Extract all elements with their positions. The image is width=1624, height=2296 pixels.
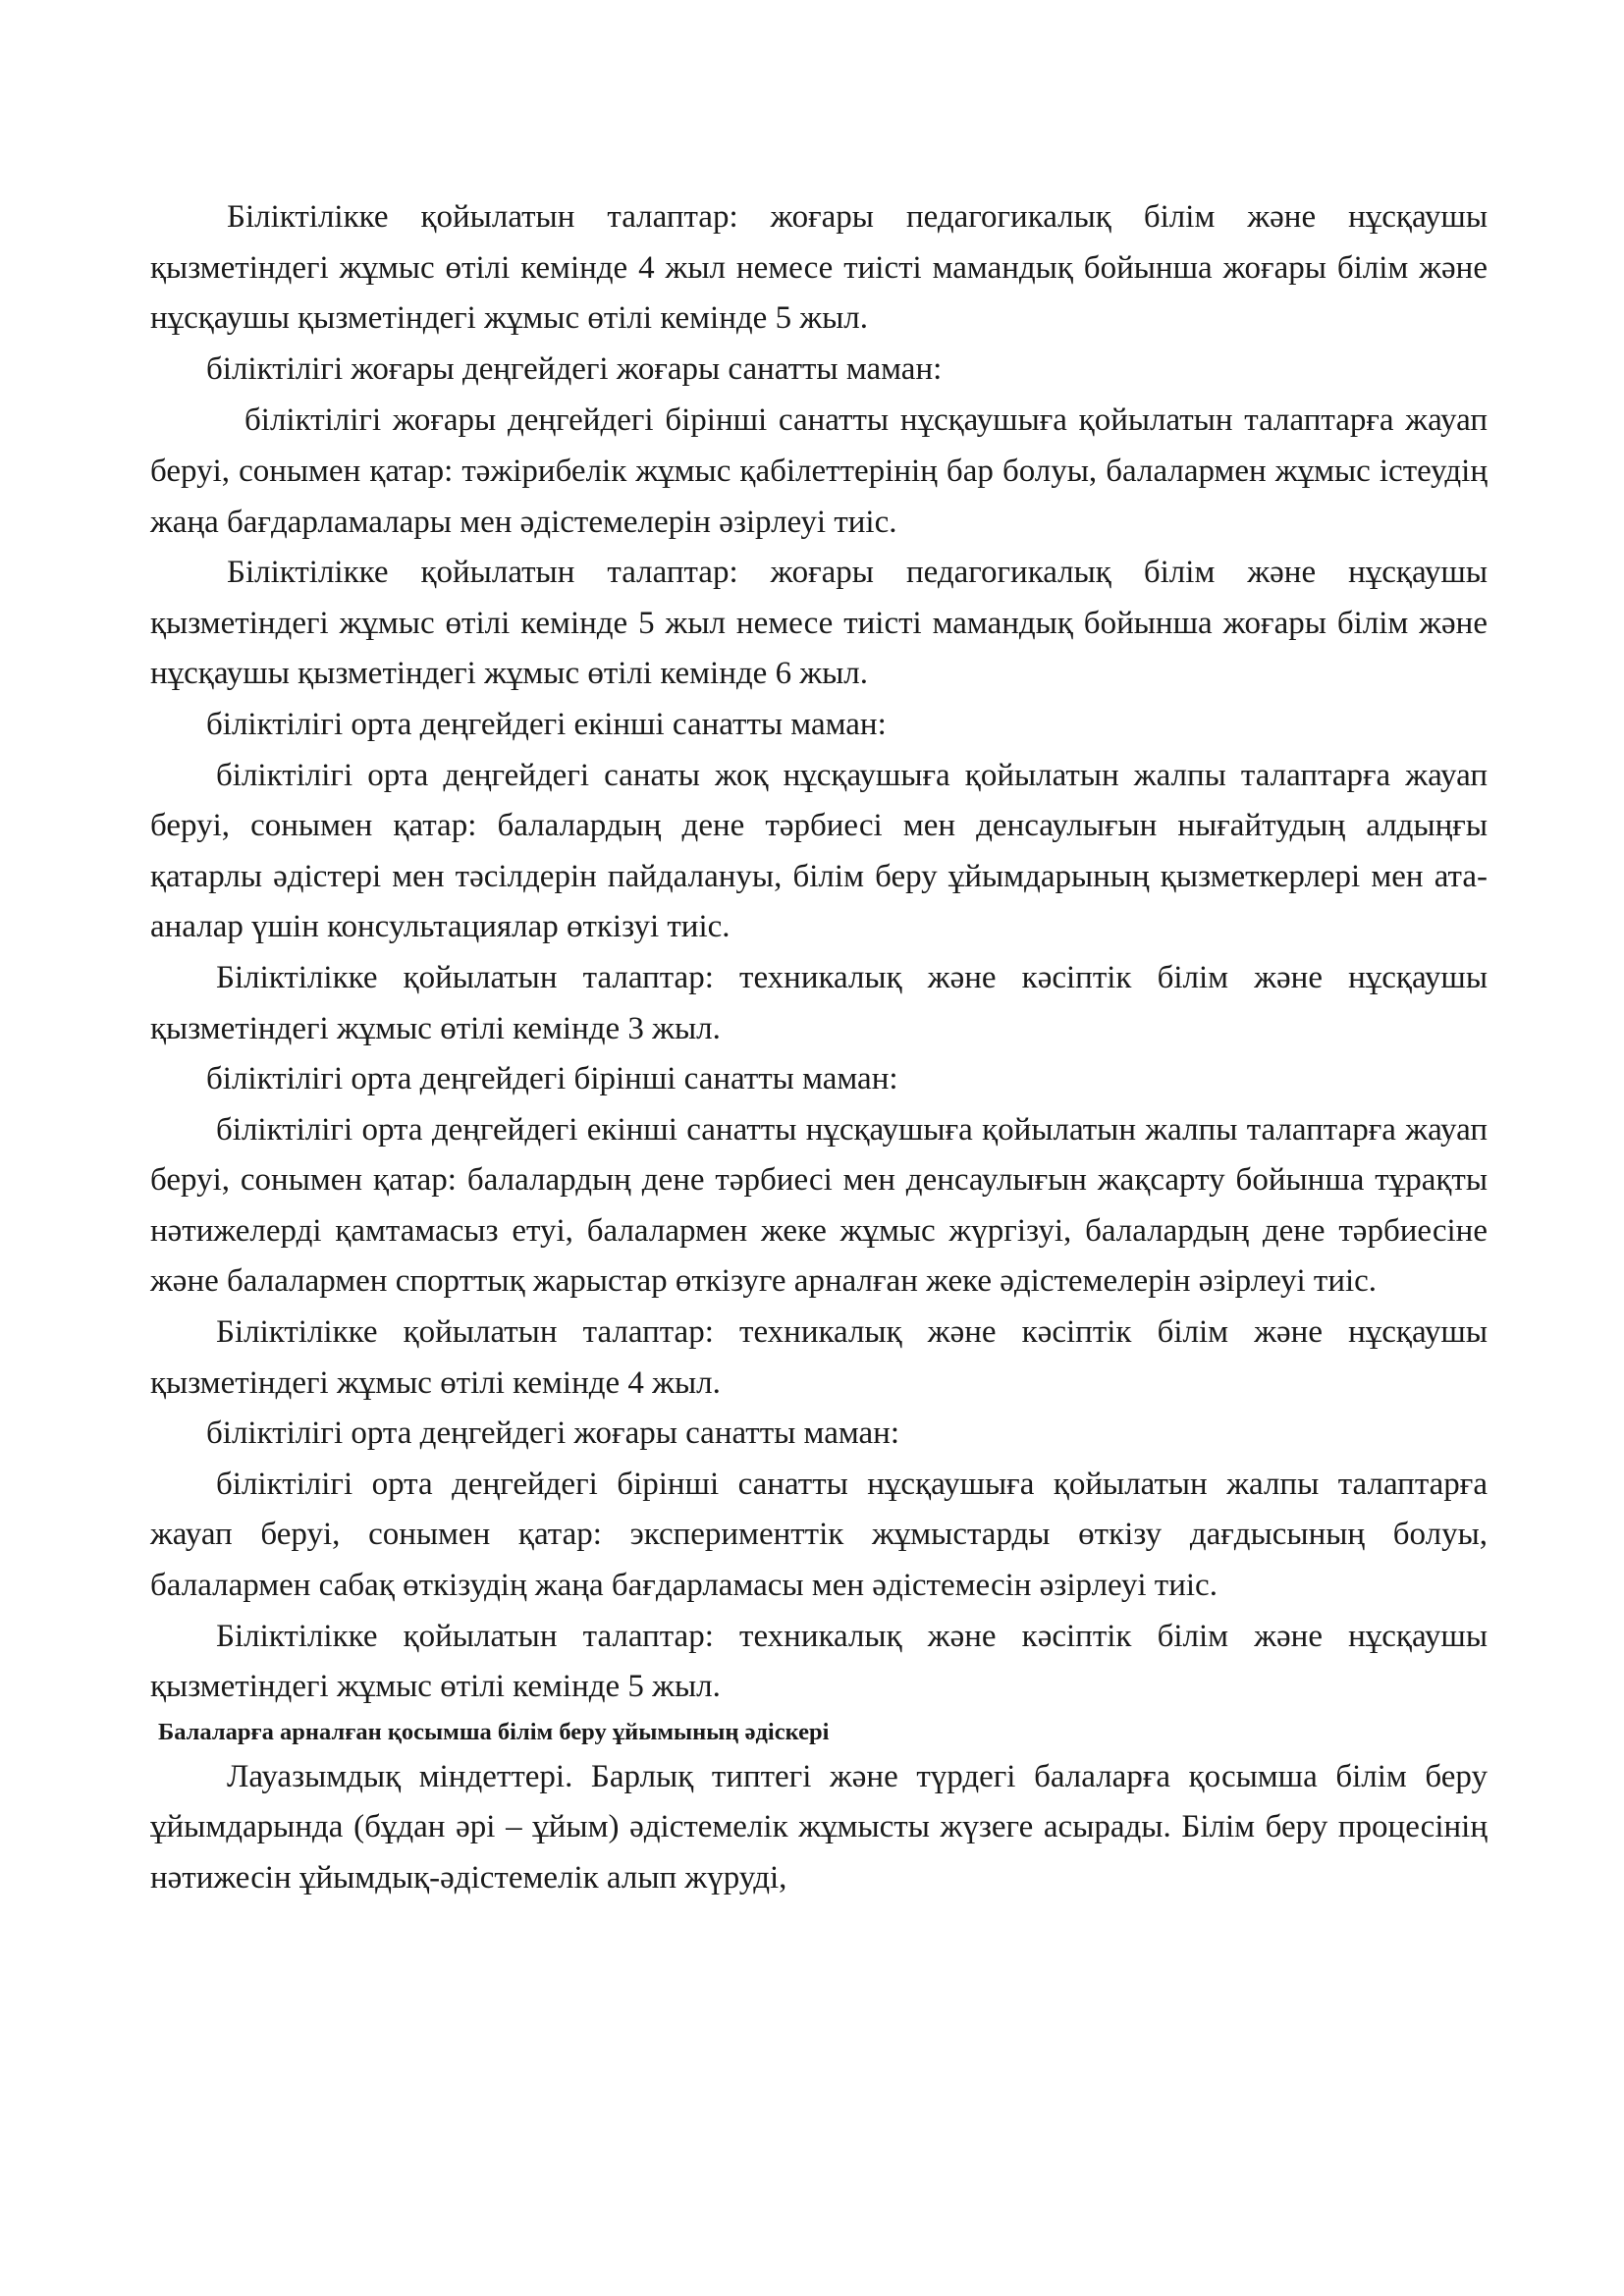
paragraph-duties: Лауазымдық міндеттері. Барлық типтегі және түрдегі балаларға қосымша білім беру ұйымдарында (бұдан әрі – ұйым) әдістемелік жұмысты жүзеге асырады. Білім беру процесінің нәтижесін ұйымдық-әдістемелік алып жүруді, (150, 1758, 1488, 1896)
paragraph-requirements-3: Біліктілікке қойылатын талаптар: техникалық және кәсіптік білім және нұсқаушы қызметіндегі жұмыс өтілі кемінде 3 жыл. (150, 959, 1488, 1046)
paragraph-category-2: біліктілігі орта деңгейдегі екінші санатты маман: (206, 706, 887, 742)
section-heading: Балаларға арналған қосымша білім беру ұйымының әдіскері (158, 1718, 830, 1745)
paragraph-description-1: біліктілігі жоғары деңгейдегі бірінші санатты нұсқаушыға қойылатын талаптарға жауап беруі, сонымен қатар: тәжірибелік жұмыс қабілеттерінің бар болуы, балалармен жұмыс істеудің жаңа бағдарламалары мен әдістемелерін әзірлеуі тиіс. (150, 402, 1488, 540)
paragraph-category-1: біліктілігі жоғары деңгейдегі жоғары санатты маман: (206, 350, 943, 387)
paragraph-requirements-4: Біліктілікке қойылатын талаптар: техникалық және кәсіптік білім және нұсқаушы қызметіндегі жұмыс өтілі кемінде 4 жыл. (150, 1314, 1488, 1401)
document-page (150, 192, 1488, 1904)
paragraph-requirements-2: Біліктілікке қойылатын талаптар: жоғары педагогикалық білім және нұсқаушы қызметіндегі жұмыс өтілі кемінде 5 жыл немесе тиісті мамандық бойынша жоғары білім және нұсқаушы қызметіндегі жұмыс өтілі кемінде 6 жыл. (150, 555, 1488, 692)
paragraph-requirements-5: Біліктілікке қойылатын талаптар: техникалық және кәсіптік білім және нұсқаушы қызметіндегі жұмыс өтілі кемінде 5 жыл. (150, 1618, 1488, 1705)
paragraph-requirements-1: Біліктілікке қойылатын талаптар: жоғары педагогикалық білім және нұсқаушы қызметіндегі жұмыс өтілі кемінде 4 жыл немесе тиісті мамандық бойынша жоғары білім және нұсқаушы қызметіндегі жұмыс өтілі кемінде 5 жыл. (150, 199, 1488, 337)
paragraph-description-3: біліктілігі орта деңгейдегі екінші санатты нұсқаушыға қойылатын жалпы талаптарға жауап беруі, сонымен қатар: балалардың дене тәрбиесі мен денсаулығын жақсарту бойынша тұрақты нәтижелерді қамтамасыз етуі, балалармен жеке жұмыс жүргізуі, балалардың дене тәрбиесіне және балалармен спорттық жарыстар өткізуге арналған жеке әдістемелерін әзірлеуі тиіс. (150, 1111, 1488, 1300)
paragraph-category-4: біліктілігі орта деңгейдегі жоғары санатты маман: (206, 1415, 899, 1452)
paragraph-description-4: біліктілігі орта деңгейдегі бірінші санатты нұсқаушыға қойылатын жалпы талаптарға жауап беруі, сонымен қатар: эксперименттік жұмыстарды өткізу дағдысының болуы, балалармен сабақ өткізудің жаңа бағдарламасы мен әдістемесін әзірлеуі тиіс. (150, 1466, 1488, 1604)
paragraph-description-2: біліктілігі орта деңгейдегі санаты жоқ нұсқаушыға қойылатын жалпы талаптарға жауап беруі, сонымен қатар: балалардың дене тәрбиесі мен денсаулығын нығайтудың алдыңғы қатарлы әдістері мен тәсілдерін пайдалануы, білім беру ұйымдарының қызметкерлері мен ата-аналар үшін консультациялар өткізуі тиіс. (150, 757, 1488, 945)
paragraph-category-3: біліктілігі орта деңгейдегі бірінші санатты маман: (206, 1061, 898, 1097)
